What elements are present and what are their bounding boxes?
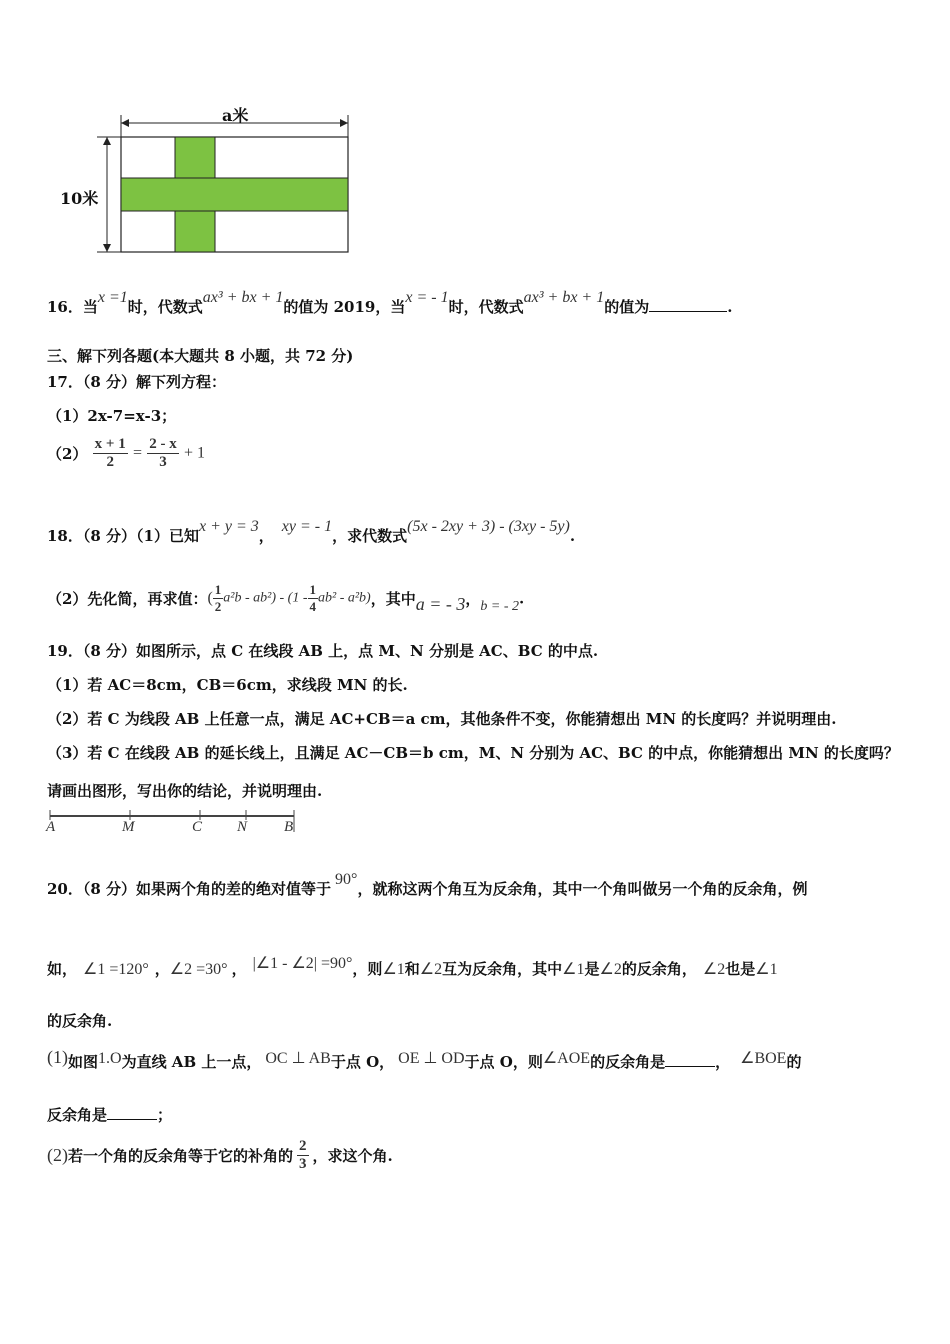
question-19-line2: （1）若 AC＝8cm，CB＝6cm，求线段 MN 的长. [47, 676, 408, 694]
question-17-part2: （2） $\frac{x + 1}{2}$ = $\frac{2 - x}{3}$ + 1 [47, 436, 205, 470]
question-17-part1: （1）2x-7=x-3； [47, 407, 177, 425]
point-label-m: M [122, 819, 135, 835]
question-19-line3: （2）若 C 为线段 AB 上任意一点，满足 AC+CB＝a cm，其他条件不变，你能猜想出 MN 的长度吗？并说明理由. [47, 710, 837, 728]
section-heading: 三、解下列各题(本大题共 8 小题，共 72 分) [47, 347, 354, 365]
fraction: $\frac{2 - x}{3}$ [149, 436, 177, 470]
answer-blank[interactable] [649, 311, 727, 312]
rectangle-cross-figure [50, 100, 370, 260]
point-label-a: A [46, 819, 56, 835]
fraction: $\frac{1}{4}$ [309, 582, 316, 614]
question-18-part2: （2）先化简，再求值：( $\frac{1}{2}$ a²b - ab²) - (1 - $\frac{1}{4}$ ab² - a²b)，其中a = - 3，b = - 2. [47, 582, 525, 614]
point-label-b: B [284, 819, 294, 835]
question-16: 16．当x =1时，代数式ax³ + bx + 1的值为 2019，当x = - 1时，代数式ax³ + bx + 1的值为 . [47, 289, 733, 316]
height-label: 10米 [60, 189, 99, 208]
question-18-part1: 18．（8 分）（1）已知x + y = 3，xy = - 1，求代数式(5x - 2xy + 3) - (3xy - 5y). [47, 518, 576, 545]
fraction: $\frac{1}{2}$ [214, 582, 222, 614]
width-label: a米 [222, 106, 249, 125]
answer-blank[interactable] [107, 1119, 157, 1120]
question-20-line2: 如， ∠1 =120° ，∠2 =30° ， |∠1 - ∠2| =90°，则∠1和∠2互为反余角，其中∠1是∠2的反余角， ∠2也是∠1 [47, 955, 778, 978]
question-19-line4: （3）若 C 在线段 AB 的延长线上，且满足 AC－CB＝b cm，M、N 分别为 AC、BC 的中点，你能猜想出 MN 的长度吗？ [47, 744, 899, 762]
question-20-sub1: (1)如图1.O为直线 AB 上一点， OC ⊥ AB于点 O， OE ⊥ OD于点 O，则∠AOE的反余角是 ， ∠BOE的 [47, 1047, 802, 1071]
segment-figure [44, 806, 304, 840]
question-20-line1: 20．（8 分）如果两个角的差的绝对值等于90°，就称这两个角互为反余角，其中一个角叫做另一个角的反余角，例 [47, 871, 808, 898]
point-label-n: N [237, 819, 248, 835]
horizontal-strip [121, 178, 348, 211]
question-20-sub2: (2)若一个角的反余角等于它的补角的 $\frac{2}{3}$ ，求这个角. [47, 1138, 393, 1172]
point-label-c: C [192, 819, 203, 835]
question-19-line5: 请画出图形，写出你的结论，并说明理由. [47, 782, 323, 800]
question-20-line3: 的反余角. [47, 1012, 113, 1030]
fraction: $\frac{2}{3}$ [299, 1138, 307, 1172]
question-19-line1: 19．（8 分）如图所示，点 C 在线段 AB 上，点 M、N 分别是 AC、BC 的中点. [47, 642, 599, 660]
question-17-title: 17．（8 分）解下列方程： [47, 373, 227, 391]
answer-blank[interactable] [665, 1066, 715, 1067]
question-20-sub1-line2: 反余角是 ； [47, 1106, 173, 1124]
fraction: $\frac{x + 1}{2}$ [94, 436, 126, 470]
